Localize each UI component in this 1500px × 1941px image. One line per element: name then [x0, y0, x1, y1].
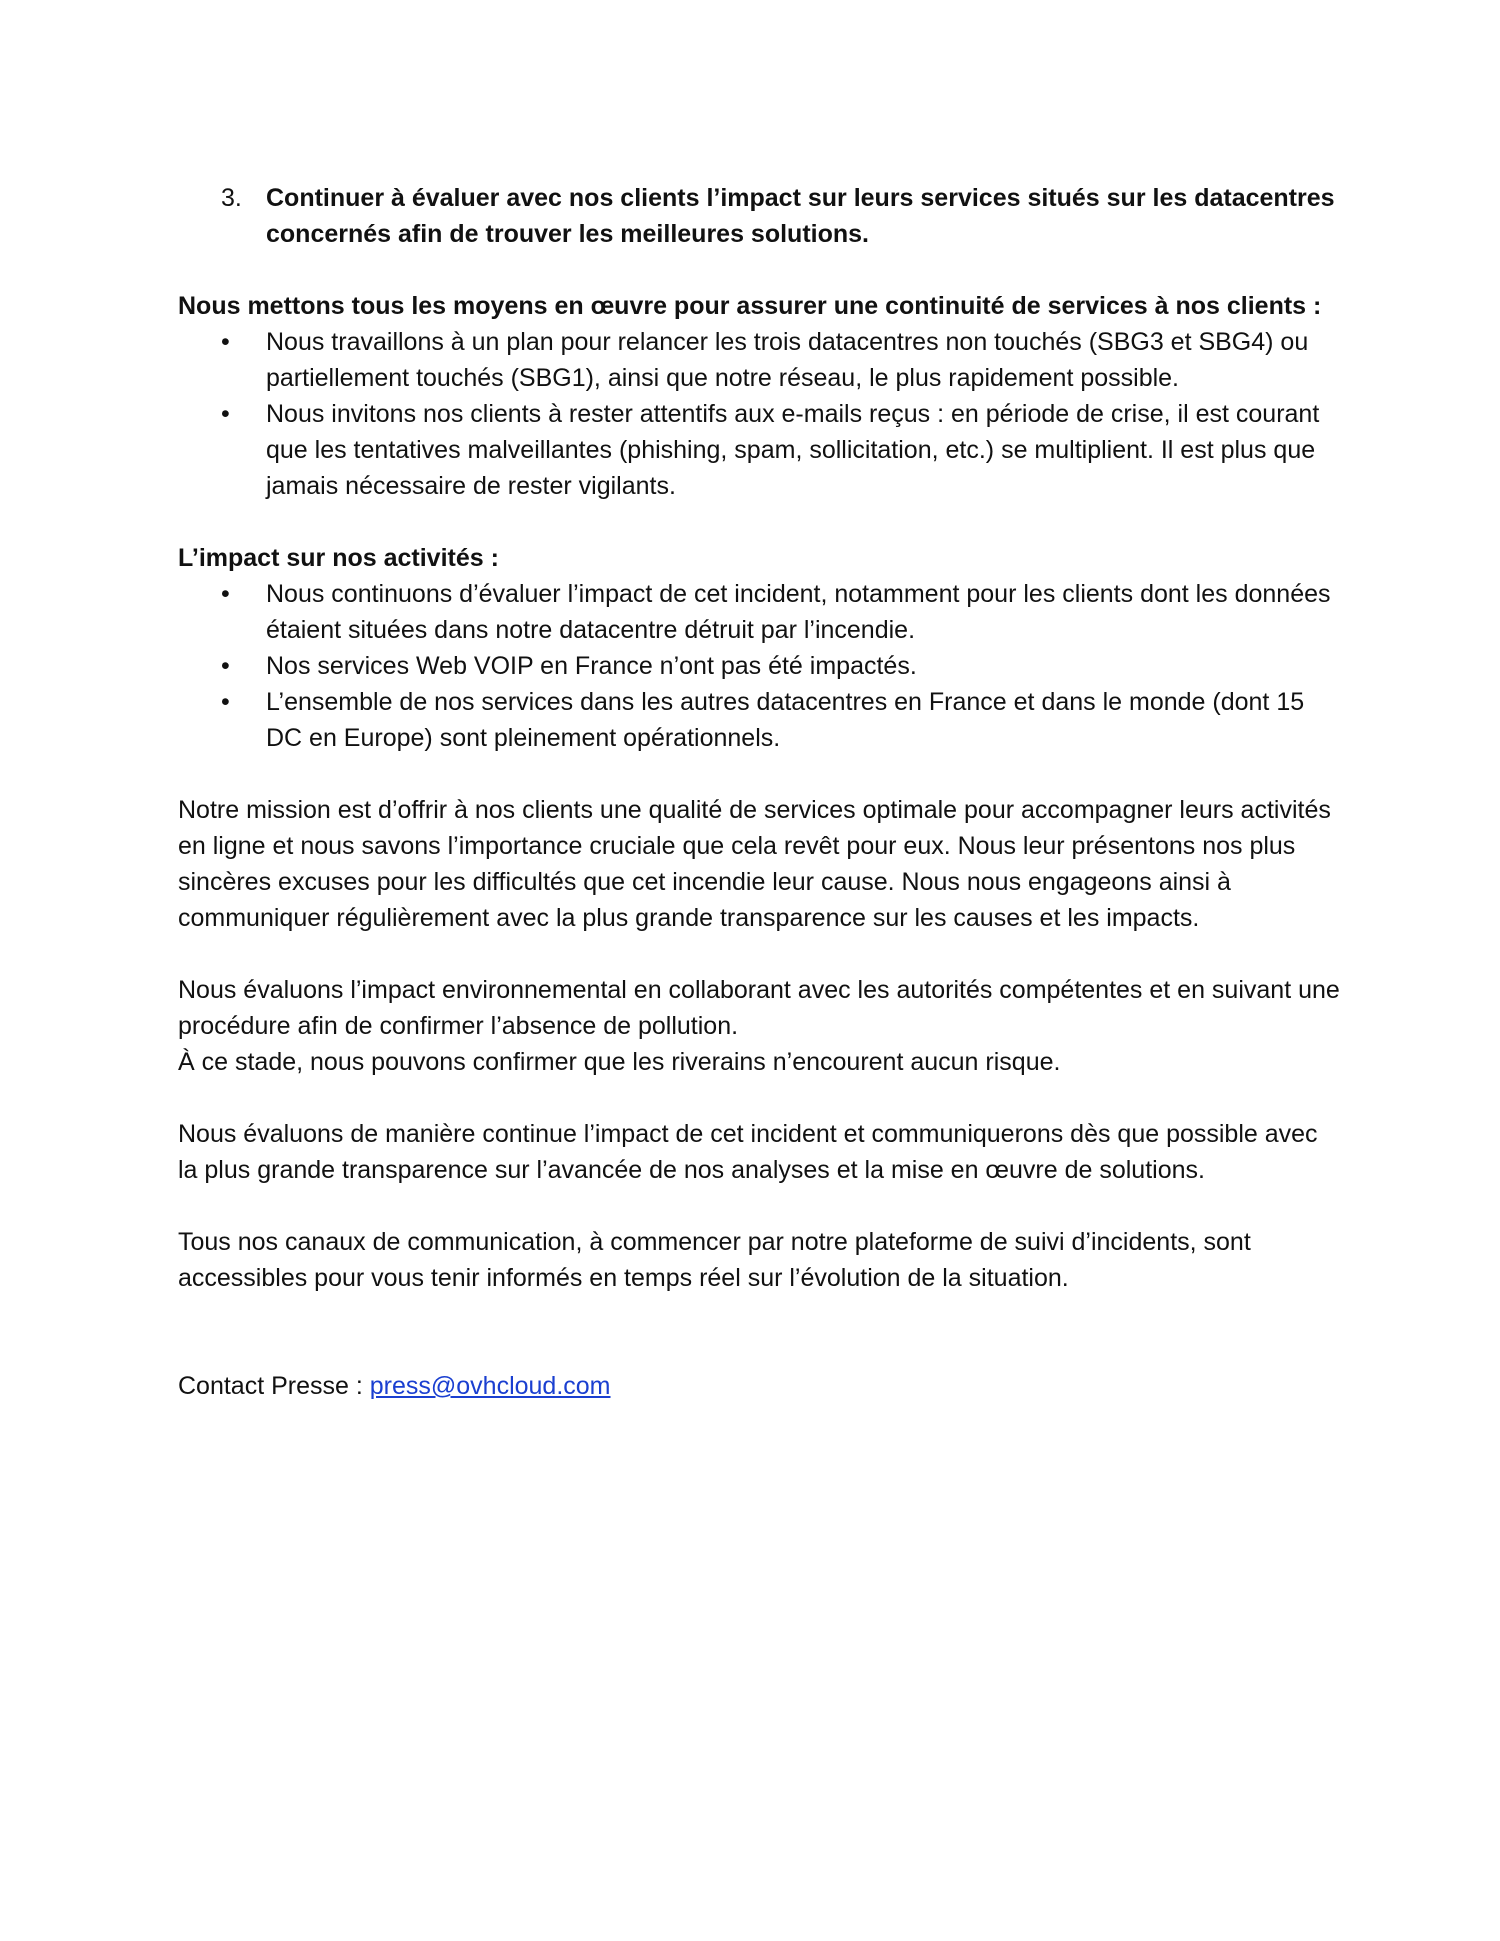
impact-heading: L’impact sur nos activités :	[178, 544, 499, 572]
list-item: • Nous travaillons à un plan pour relancer les trois datacentres non touchés (SBG3 et SBG4) ou partiellement touchés (SBG1), ainsi que notre réseau, le plus rapidement possible.	[178, 324, 1343, 396]
list-item: • Nos services Web VOIP en France n’ont pas été impactés.	[178, 648, 1343, 684]
item-number: 3.	[221, 184, 242, 212]
continuous-paragraph: Nous évaluons de manière continue l’impact de cet incident et communiquerons dès que possible avec la plus grande transparence sur l’avancée de nos analyses et la mise en œuvre de solutions.	[178, 1120, 1318, 1184]
list-item: • Nous invitons nos clients à rester attentifs aux e-mails reçus : en période de crise, il est courant que les tentatives malveillantes (phishing, spam, sollicitation, etc.) se multiplient. Il est plus que jamais nécessaire de rester vigilants.	[178, 396, 1343, 504]
continuity-bullet-list	[178, 324, 1343, 504]
press-email-link[interactable]: press@ovhcloud.com	[369, 1372, 611, 1400]
impact-bullet-list	[178, 576, 1343, 756]
list-item: • L’ensemble de nos services dans les autres datacentres en France et dans le monde (dont 15 DC en Europe) sont pleinement opérationnels.	[178, 684, 1343, 756]
mission-paragraph: Notre mission est d’offrir à nos clients une qualité de services optimale pour accompagner leurs activités en ligne et nous savons l’importance cruciale que cela revêt pour eux. Nous leur présentons nos plus sincères excuses pour les difficultés que cet incendie leur cause. Nous nous engageons ainsi à communiquer régulièrement avec la plus grande transparence sur les causes et les impacts.	[178, 796, 1331, 932]
riverains-paragraph: À ce stade, nous pouvons confirmer que les riverains n’encourent aucun risque.	[178, 1048, 1061, 1076]
item-text: Continuer à évaluer avec nos clients l’impact sur leurs services situés sur les datacentres concernés afin de trouver les meilleures solutions.	[266, 184, 1335, 248]
channels-paragraph: Tous nos canaux de communication, à commencer par notre plateforme de suivi d’incidents, sont accessibles pour vous tenir informés en temps réel sur l’évolution de la situation.	[178, 1228, 1251, 1292]
press-contact	[178, 1368, 1343, 1404]
press-contact-label: Contact Presse :	[178, 1372, 370, 1400]
list-item: • Nous continuons d’évaluer l’impact de cet incident, notamment pour les clients dont les données étaient situées dans notre datacentre détruit par l’incendie.	[178, 576, 1343, 648]
numbered-item-3	[178, 180, 1343, 252]
document-page	[178, 180, 1343, 1404]
environment-paragraph: Nous évaluons l’impact environnemental en collaborant avec les autorités compétentes et en suivant une procédure afin de confirmer l’absence de pollution.	[178, 976, 1340, 1040]
continuity-heading: Nous mettons tous les moyens en œuvre pour assurer une continuité de services à nos clients :	[178, 292, 1322, 320]
